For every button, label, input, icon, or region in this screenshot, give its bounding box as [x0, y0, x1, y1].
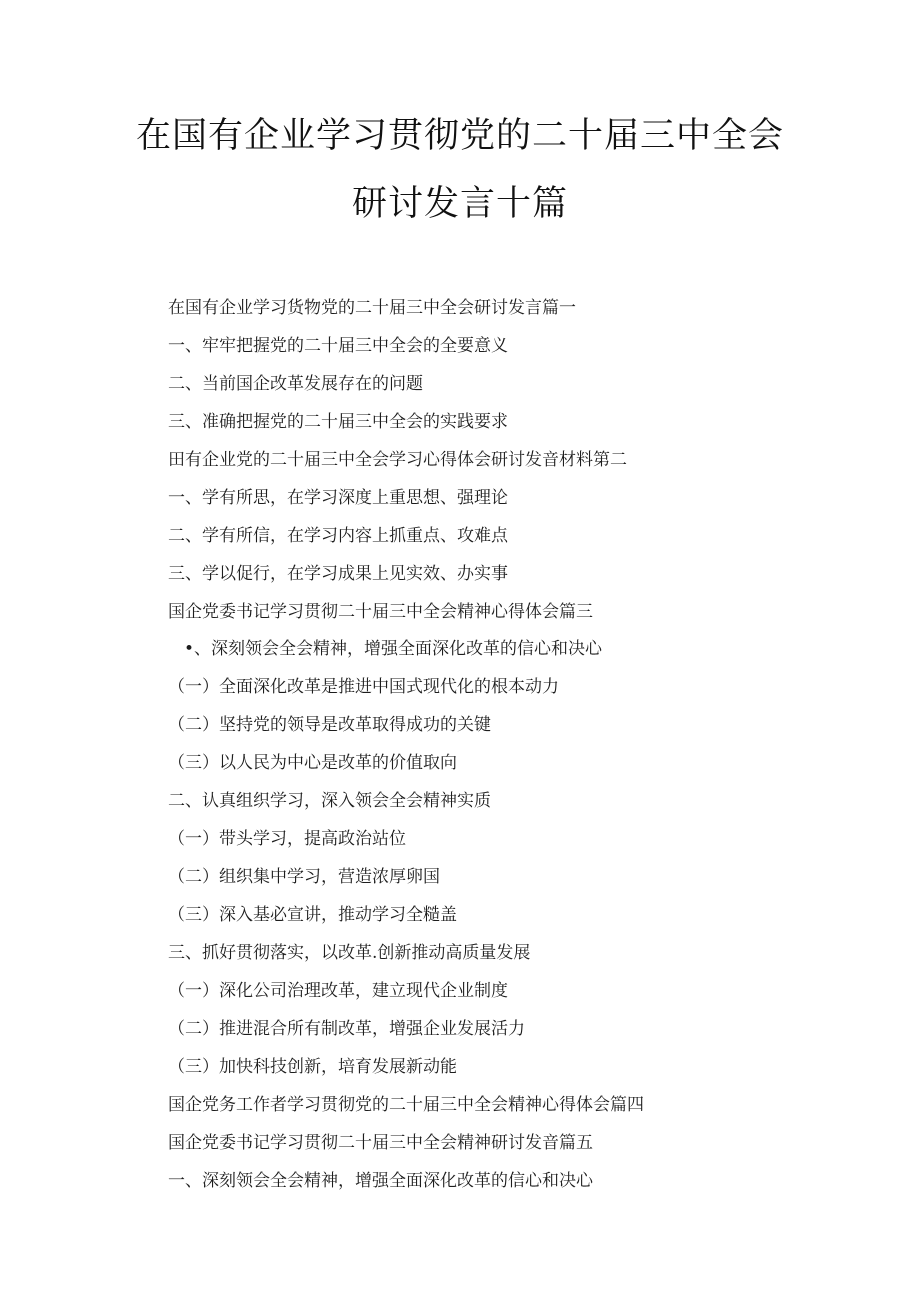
toc-line: 一、牢牢把握党的二十届三中全会的全要意义: [168, 335, 508, 356]
toc-line: •、深刻领会全会精神，增强全面深化改革的信心和决心: [184, 639, 603, 660]
toc-line: 三、准确把握党的二十届三中全会的实践要求: [168, 411, 508, 432]
toc-line: （二）推进混合所有制改革，增强企业发展活力: [168, 1018, 525, 1039]
toc-line: 国企党委书记学习贯彻二十届三中全会精神研讨发音篇五: [168, 1132, 593, 1153]
toc-line: 三、抓好贯彻落实，以改革.创新推动高质量发展: [168, 942, 531, 963]
toc-line: 田有企业党的二十届三中全会学习心得体会研讨发音材料第二: [168, 449, 627, 470]
toc-line: （三）深入基必宣讲，推动学习全糙盖: [168, 905, 457, 925]
toc-line: 三、学以促行，在学习成果上见实效、办实事: [168, 563, 508, 584]
toc-line: （二）组织集中学习，营造浓厚卵国: [168, 867, 440, 888]
toc-line: 在国有企业学习货物党的二十届三中全会研讨发言篇一: [168, 298, 576, 318]
toc-list: [168, 290, 888, 1201]
document-title-line-1: 在国有企业学习贯彻党的二十届三中全会: [135, 116, 784, 156]
toc-line: 二、学有所信，在学习内容上抓重点、攻难点: [168, 525, 508, 546]
toc-line: 一、学有所思，在学习深度上重思想、强理论: [168, 487, 508, 508]
toc-line: （二）坚持党的领导是改革取得成功的关键: [168, 715, 491, 736]
toc-line: 一、深刻领会全会精神，增强全面深化改革的信心和决心: [168, 1170, 593, 1191]
toc-line: （一）深化公司治理改革，建立现代企业制度: [168, 980, 508, 1001]
toc-line: 二、当前国企改革发展存在的问题: [168, 373, 423, 394]
toc-line: （三）以人民为中心是改革的价值取向: [168, 753, 457, 774]
document-title-line-2: 研讨发言十篇: [351, 184, 568, 224]
toc-line: （一）全面深化改革是推进中国式现代化的根本动力: [168, 677, 559, 698]
toc-line: （三）加快科技创新，培育发展新动能: [168, 1056, 457, 1077]
toc-line: 国企党委书记学习贯彻二十届三中全会精神心得体会篇三: [168, 601, 593, 622]
toc-line: 国企党务工作者学习贯彻党的二十届三中全会精神心得体会篇四: [168, 1094, 644, 1115]
toc-line: 二、认真组织学习，深入领会全会精神实质: [168, 791, 491, 812]
toc-line: （一）带头学习，提高政治站位: [168, 829, 406, 850]
